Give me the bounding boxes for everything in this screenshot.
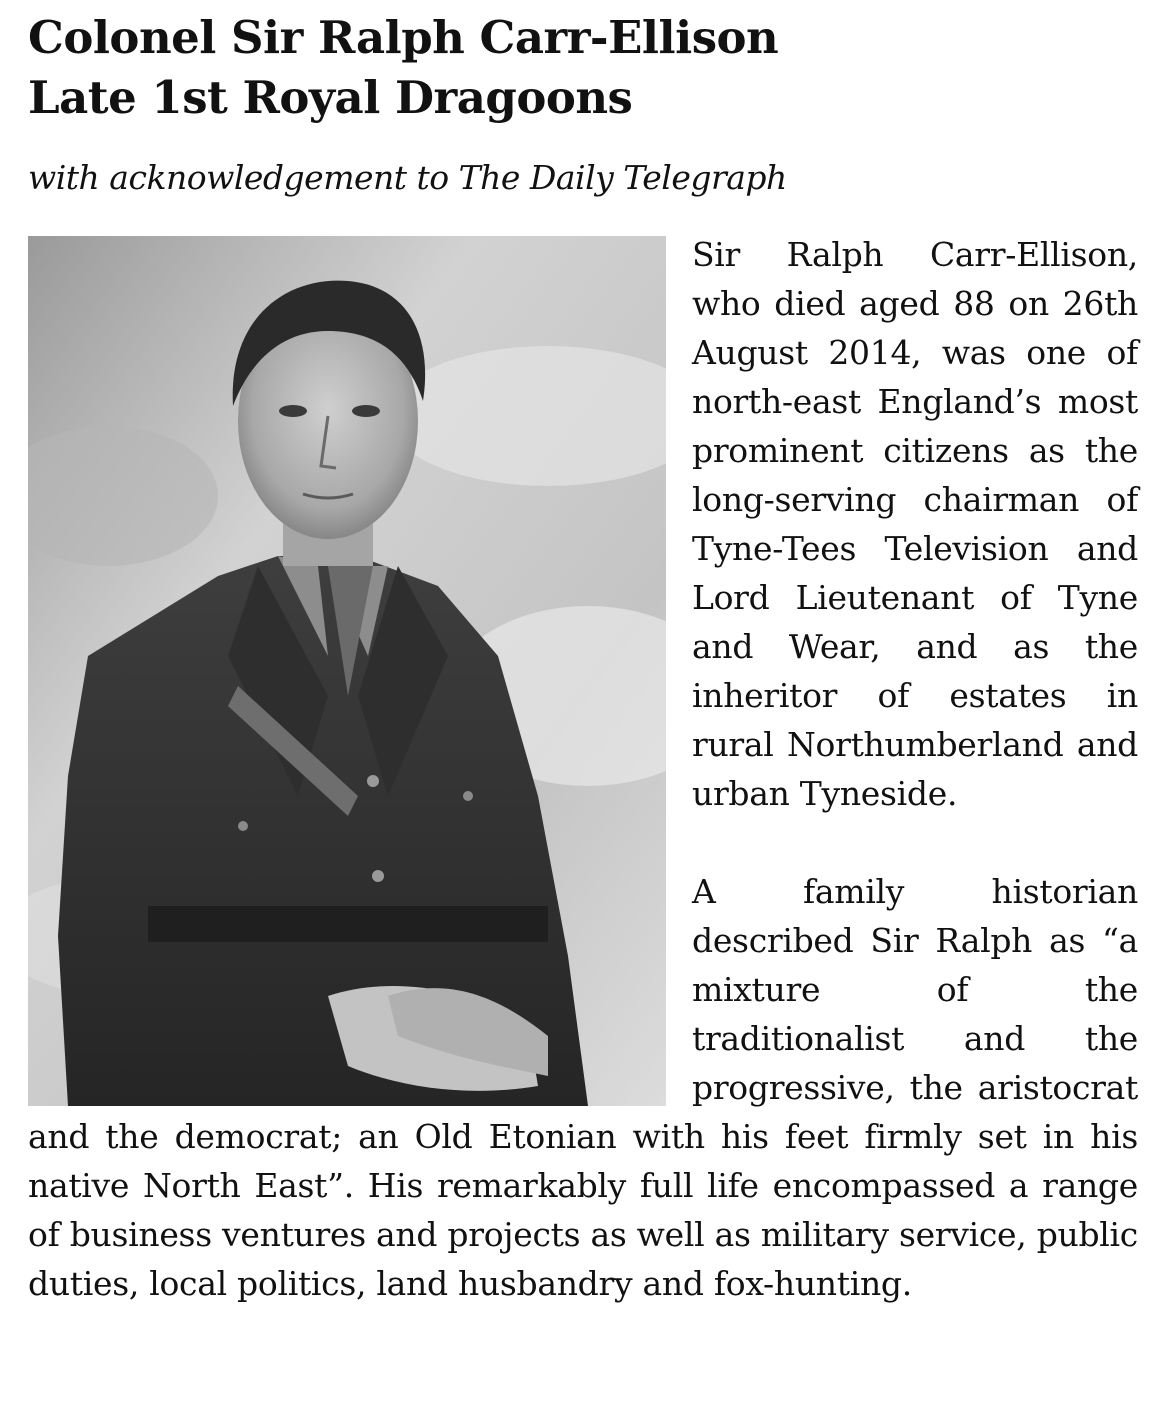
article-paragraph-1: Sir Ralph Carr-Ellison, who died aged 88 on 26th August 2014, was one of north-east England’s most prominent citizens as the long-serving chairman of Tyne-Tees Television and Lord Lieutenant of Tyne and Wear, and as the inheritor of estates in rural Northumberland and urban Tyneside. — [692, 235, 1138, 813]
title-line-2: Late 1st Royal Dragoons — [28, 71, 633, 124]
acknowledgement-subtitle: with acknowledgement to The Daily Telegraph — [28, 158, 787, 197]
article-body — [28, 230, 1138, 1308]
title-line-1: Colonel Sir Ralph Carr-Ellison — [28, 11, 779, 64]
article-title — [28, 8, 1138, 128]
article-paragraph-2: A family historian described Sir Ralph as “a mixture of the traditionalist and the progressive, the aristocrat and the democrat; an Old Etonian with his feet firmly set in his native North East”. His remarkably full life encompassed a range of business ventures and projects as well as military service, public duties, local politics, land husbandry and fox-hunting. — [28, 872, 1138, 1303]
document-page — [28, 8, 1138, 1308]
portrait-photo — [28, 236, 666, 1106]
portrait-image — [28, 236, 666, 1106]
